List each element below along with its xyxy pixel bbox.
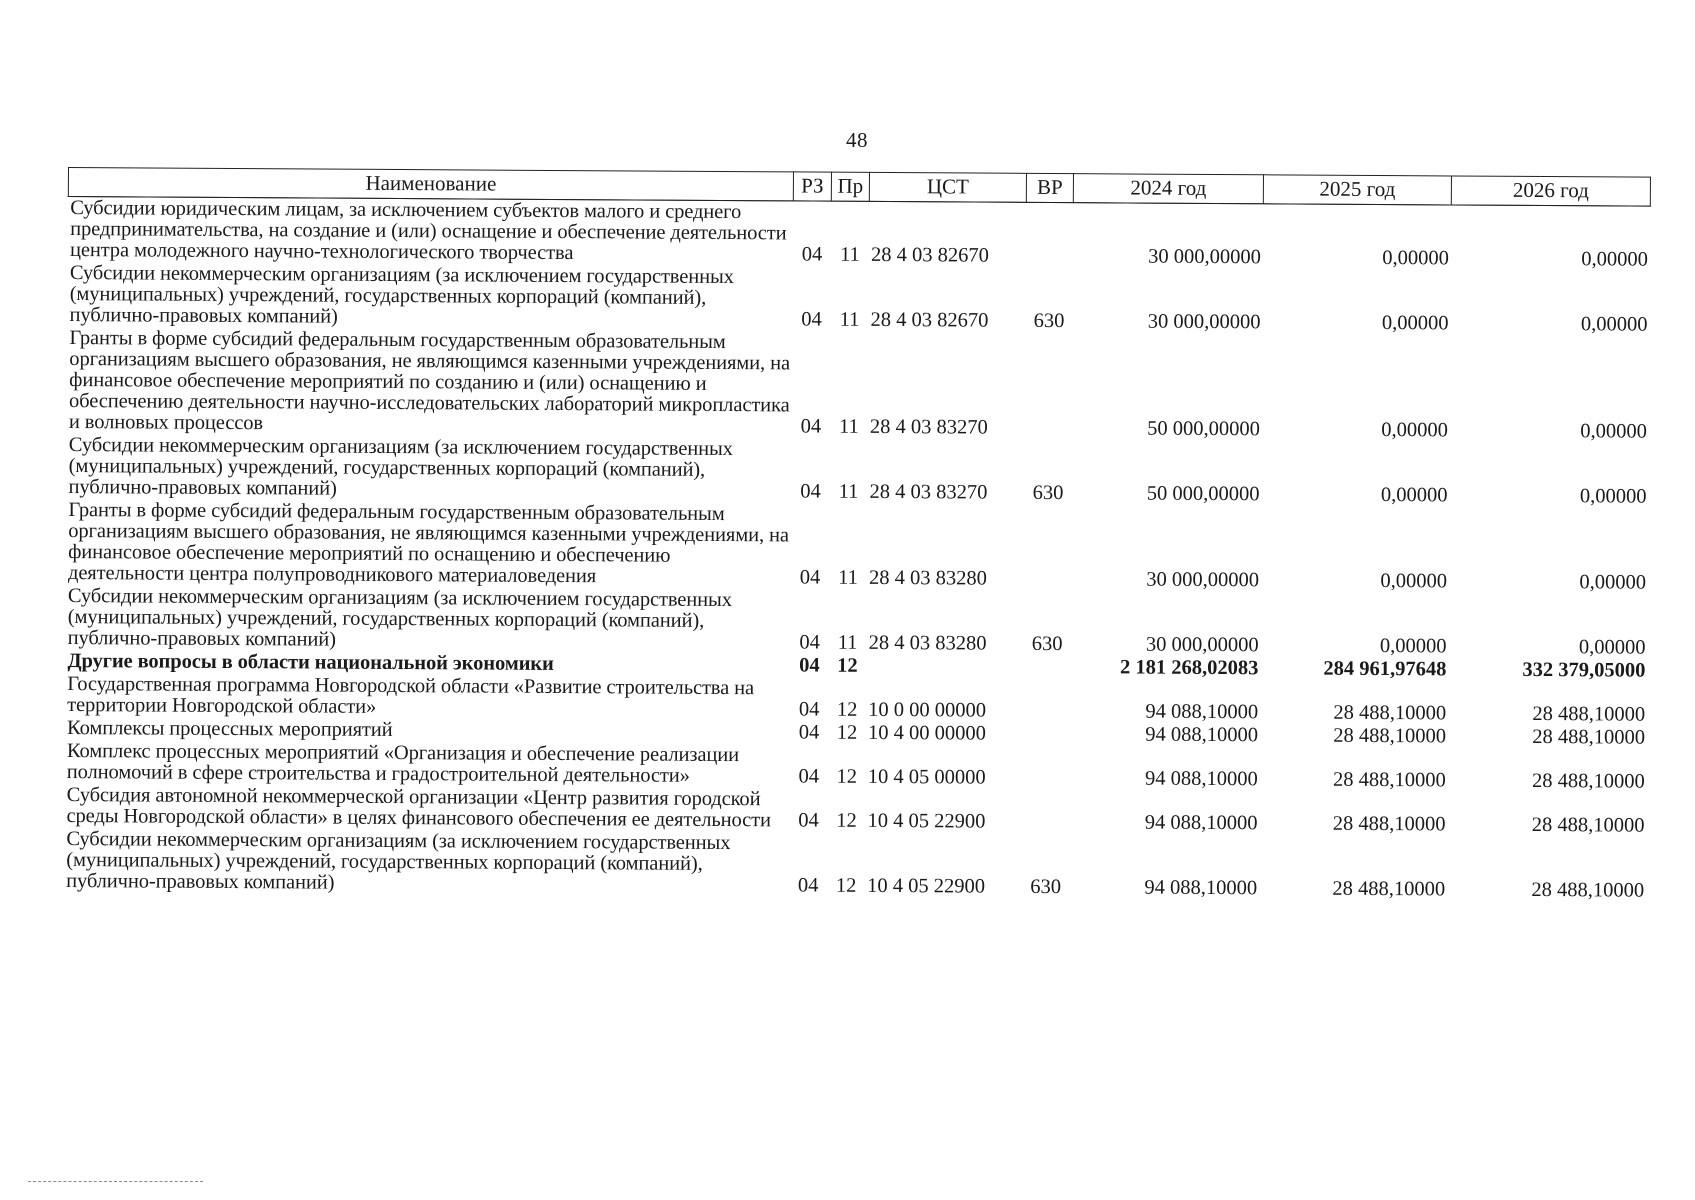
row-value-2024: 50 000,00000 — [1147, 417, 1260, 441]
row-vr: 630 — [1033, 309, 1065, 333]
row-pr: 11 — [840, 243, 860, 266]
row-value-2024: 94 088,10000 — [1144, 811, 1258, 835]
row-value-2026: 0,00000 — [1579, 571, 1647, 594]
row-pr: 11 — [839, 308, 860, 331]
row-value-2026: 0,00000 — [1580, 420, 1647, 443]
row-rz: 04 — [798, 765, 820, 788]
row-name: Комплекс процессных мероприятий «Организация и обеспечение реализации полномочий в сфере строительства и градостроительной деятельности» — [66, 740, 740, 787]
row-cst: 28 4 03 83270 — [869, 415, 988, 439]
table-row — [68, 197, 1650, 272]
budget-table — [64, 167, 1651, 903]
row-rz: 04 — [797, 874, 819, 897]
row-value-2025: 0,00000 — [1380, 570, 1448, 593]
row-value-2025: 0,00000 — [1382, 247, 1450, 270]
row-cst: 28 4 03 83280 — [868, 631, 987, 655]
row-value-2024: 30 000,00000 — [1148, 245, 1262, 269]
row-vr — [1025, 333, 1073, 440]
row-value-2024: 94 088,10000 — [1145, 700, 1259, 724]
row-rz: 04 — [801, 243, 823, 266]
row-name: Государственная программа Новгородской области «Развитие строительства на территории Новгородской области» — [67, 673, 755, 718]
row-value-2024: 50 000,00000 — [1146, 482, 1260, 506]
row-pr: 12 — [836, 809, 857, 832]
table-row — [68, 262, 1650, 337]
row-rz: 04 — [800, 415, 822, 438]
row-value-2026: 0,00000 — [1580, 313, 1648, 336]
row-value-2026: 0,00000 — [1578, 636, 1646, 659]
row-pr: 12 — [836, 698, 858, 721]
row-pr: 12 — [837, 654, 858, 677]
table-body — [64, 197, 1650, 903]
row-value-2024: 30 000,00000 — [1147, 310, 1261, 334]
row-rz: 04 — [799, 631, 820, 654]
row-name: Гранты в форме субсидий федеральным государственным образовательным организациям высшего образования, не являющимся казенными учреждениями, на финансовое обеспечение мероприятий по созданию и (или) оснащению и обеспечению деятельности научно-исследовательских лабораторий микропластика и волновых процессов — [68, 327, 791, 435]
row-cst: 10 4 00 00000 — [867, 721, 986, 745]
row-cst: 28 4 03 83270 — [869, 480, 988, 504]
row-value-2025: 0,00000 — [1379, 635, 1447, 658]
row-value-2024: 2 181 268,02083 — [1120, 656, 1259, 680]
row-value-2025: 0,00000 — [1381, 312, 1449, 335]
row-rz: 04 — [799, 566, 821, 589]
row-vr: 630 — [1032, 481, 1064, 505]
row-vr — [1023, 679, 1070, 723]
row-name: Гранты в форме субсидий федеральным государственным образовательным организациям высшего образования, не являющимся казенными учреждениями, на финансовое обеспечение мероприятий по оснащению и обеспечению деятельности центра полупроводникового материаловедения — [67, 499, 790, 588]
row-value-2026: 332 379,05000 — [1522, 658, 1646, 682]
table-row — [66, 434, 1648, 509]
row-cst — [866, 655, 1023, 679]
header-2026: 2026 год — [1451, 176, 1650, 206]
row-name: Другие вопросы в области национальной экономики — [67, 650, 554, 675]
row-value-2025: 284 961,97648 — [1323, 657, 1447, 681]
header-2025: 2025 год — [1263, 175, 1451, 205]
row-name: Комплексы процессных мероприятий — [67, 717, 393, 741]
row-rz: 04 — [798, 809, 819, 832]
row-rz: 04 — [798, 721, 820, 744]
row-value-2024: 94 088,10000 — [1144, 876, 1258, 900]
row-name: Субсидии некоммерческим организациям (за исключением государственных (муниципальных) учреждений, государственных корпораций (компаний), публично-правовых компаний) — [68, 434, 733, 500]
header-pr: Пр — [831, 172, 869, 201]
row-value-2026: 0,00000 — [1581, 248, 1649, 271]
row-pr: 11 — [837, 631, 858, 654]
row-vr — [1023, 746, 1070, 790]
table-row — [67, 327, 1650, 444]
table-row — [66, 585, 1648, 660]
header-vr: ВР — [1026, 173, 1073, 202]
row-rz: 04 — [799, 654, 820, 677]
header-2024: 2024 год — [1073, 174, 1263, 204]
row-cst: 10 0 00 00000 — [868, 698, 987, 722]
row-vr: 630 — [1030, 875, 1062, 899]
row-value-2024: 30 000,00000 — [1146, 568, 1260, 592]
header-rz: РЗ — [793, 172, 831, 201]
row-value-2024: 30 000,00000 — [1145, 633, 1259, 657]
row-name: Субсидии некоммерческим организациям (за исключением государственных (муниципальных) учреждений, государственных корпораций (компаний), публично-правовых компаний) — [66, 828, 731, 894]
row-value-2024: 94 088,10000 — [1145, 723, 1259, 747]
row-name: Субсидии некоммерческим организациям (за исключением государственных (муниципальных) учреждений, государственных корпораций (компаний), публично-правовых компаний) — [69, 262, 734, 328]
header-name: Наименование — [68, 168, 793, 201]
row-name: Субсидии юридическим лицам, за исключением субъектов малого и среднего предпринимательства, на создание и (или) оснащение и обеспечение деятельности центра молодежного научно-технологического творчества — [69, 197, 787, 265]
row-rz: 04 — [801, 308, 822, 331]
row-value-2025: 28 488,10000 — [1332, 877, 1446, 901]
row-vr: 630 — [1031, 632, 1063, 656]
row-pr: 11 — [838, 415, 859, 438]
row-pr: 12 — [835, 874, 857, 897]
row-value-2024: 94 088,10000 — [1144, 767, 1258, 791]
row-cst: 28 4 03 82670 — [870, 308, 989, 332]
row-value-2026: 0,00000 — [1579, 485, 1647, 508]
footer-divider — [28, 1181, 203, 1183]
row-name: Субсидии некоммерческим организациям (за исключением государственных (муниципальных) учреждений, государственных корпораций (компаний), публично-правовых компаний) — [67, 585, 732, 651]
row-vr — [1023, 723, 1070, 746]
row-rz: 04 — [800, 480, 821, 503]
row-pr: 12 — [836, 765, 858, 788]
row-vr — [1023, 656, 1070, 679]
row-value-2025: 0,00000 — [1381, 419, 1448, 442]
row-cst: 10 4 05 00000 — [867, 765, 986, 789]
row-value-2025: 28 488,10000 — [1332, 768, 1446, 792]
table-row — [64, 828, 1646, 903]
row-rz: 04 — [798, 698, 820, 721]
table-row — [66, 499, 1648, 595]
row-value-2025: 0,00000 — [1380, 484, 1448, 507]
row-value-2026: 28 488,10000 — [1531, 813, 1645, 837]
row-vr — [1024, 505, 1072, 591]
row-cst: 28 4 03 83280 — [868, 566, 987, 590]
page-number: 48 — [846, 128, 868, 152]
row-pr: 11 — [838, 566, 858, 589]
row-pr: 11 — [838, 480, 859, 503]
header-cst: ЦСТ — [869, 172, 1026, 202]
row-value-2026: 28 488,10000 — [1532, 725, 1646, 749]
row-value-2025: 28 488,10000 — [1333, 724, 1447, 748]
row-value-2025: 28 488,10000 — [1333, 701, 1447, 725]
row-vr — [1026, 202, 1073, 268]
row-name: Субсидия автономной некоммерческой организации «Центр развития городской среды Новгородской области» в целях финансового обеспечения ее деятельности — [66, 784, 771, 832]
row-value-2025: 28 488,10000 — [1332, 812, 1446, 836]
row-cst: 10 4 05 22900 — [867, 809, 986, 833]
row-vr — [1022, 790, 1069, 834]
row-value-2026: 28 488,10000 — [1531, 878, 1645, 902]
row-cst: 28 4 03 82670 — [870, 243, 989, 267]
row-cst: 10 4 05 22900 — [867, 874, 986, 898]
row-value-2026: 28 488,10000 — [1531, 769, 1645, 793]
row-value-2026: 28 488,10000 — [1532, 702, 1646, 726]
row-pr: 12 — [836, 721, 858, 744]
